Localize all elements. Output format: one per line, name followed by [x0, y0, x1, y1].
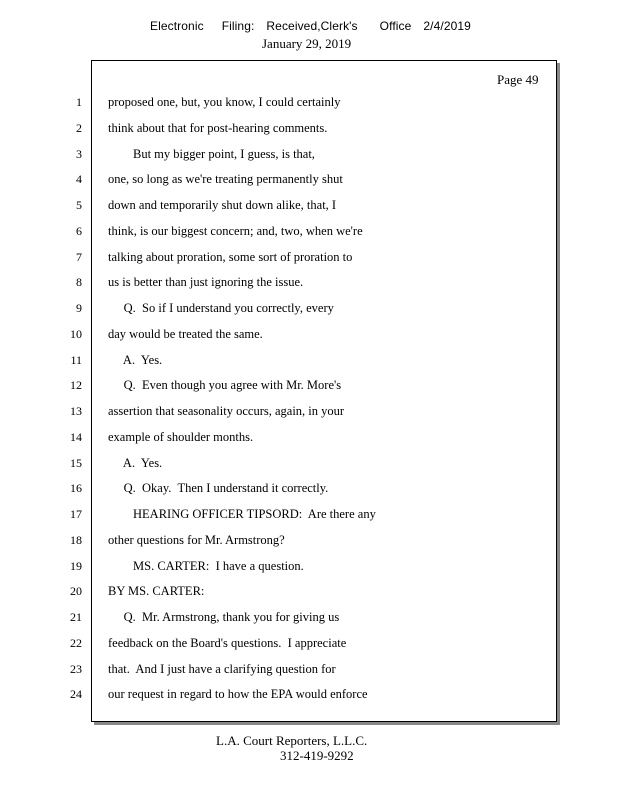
line-number: 10 — [70, 327, 82, 341]
line-number: 19 — [70, 559, 82, 573]
line-number: 21 — [70, 610, 82, 624]
transcript-line: A. Yes. — [108, 456, 163, 470]
transcript-line: Q. Even though you agree with Mr. More's — [108, 378, 342, 392]
transcript-line: talking about proration, some sort of proration to — [108, 250, 353, 264]
line-number: 18 — [70, 533, 82, 547]
transcript-line: A. Yes. — [108, 353, 163, 367]
transcript-line: Q. Mr. Armstrong, thank you for giving us — [108, 610, 340, 624]
transcript-line: HEARING OFFICER TIPSORD: Are there any — [108, 507, 376, 521]
transcript-line: Q. Okay. Then I understand it correctly. — [108, 481, 329, 495]
stamp-filing: Filing: — [221, 19, 255, 33]
line-number: 22 — [70, 636, 82, 650]
transcript-line: that. And I just have a clarifying question for — [108, 662, 336, 676]
transcript-line: our request in regard to how the EPA would enforce — [108, 687, 368, 701]
line-number: 13 — [70, 404, 82, 418]
line-number: 17 — [70, 507, 82, 521]
transcript-line: But my bigger point, I guess, is that, — [108, 147, 315, 161]
line-number: 1 — [76, 95, 82, 109]
footer-phone: 312-419-9292 — [280, 748, 354, 763]
line-number: 3 — [76, 147, 82, 161]
line-number: 4 — [76, 172, 82, 186]
hearing-date: January 29, 2019 — [262, 36, 352, 51]
transcript-line: day would be treated the same. — [108, 327, 263, 341]
stamp-received: Received,Clerk's — [266, 19, 358, 33]
line-number: 11 — [70, 353, 82, 367]
transcript-line: us is better than just ignoring the issue. — [108, 275, 304, 289]
line-number: 5 — [76, 198, 82, 212]
transcript-line: MS. CARTER: I have a question. — [108, 559, 304, 573]
transcript-line: down and temporarily shut down alike, that, I — [108, 198, 337, 212]
footer-company: L.A. Court Reporters, L.L.C. — [216, 733, 368, 748]
line-number: 9 — [76, 301, 82, 315]
line-number: 23 — [70, 662, 82, 676]
transcript-line: assertion that seasonality occurs, again, in your — [108, 404, 345, 418]
line-number: 15 — [70, 456, 82, 470]
transcript-line: example of shoulder months. — [108, 430, 254, 444]
transcript-line: one, so long as we're treating permanently shut — [108, 172, 343, 186]
line-number: 16 — [70, 481, 82, 495]
filing-stamp — [150, 19, 471, 33]
stamp-electronic: Electronic — [150, 19, 204, 33]
line-number: 24 — [70, 687, 82, 701]
line-number: 12 — [70, 378, 82, 392]
transcript-line: think about that for post-hearing comments. — [108, 121, 328, 135]
transcript-line: think, is our biggest concern; and, two, when we're — [108, 224, 363, 238]
line-number: 6 — [76, 224, 82, 238]
transcript-line: Q. So if I understand you correctly, every — [108, 301, 334, 315]
stamp-date: 2/4/2019 — [423, 19, 471, 33]
line-number: 8 — [76, 275, 82, 289]
transcript-line: feedback on the Board's questions. I appreciate — [108, 636, 347, 650]
line-number: 7 — [76, 250, 82, 264]
transcript-line: other questions for Mr. Armstrong? — [108, 533, 285, 547]
line-number: 20 — [70, 584, 82, 598]
line-number: 14 — [70, 430, 82, 444]
transcript-line: proposed one, but, you know, I could certainly — [108, 95, 341, 109]
stamp-office: Office — [379, 19, 412, 33]
line-number: 2 — [76, 121, 82, 135]
transcript-line: BY MS. CARTER: — [108, 584, 205, 598]
page-number: Page 49 — [497, 72, 539, 87]
